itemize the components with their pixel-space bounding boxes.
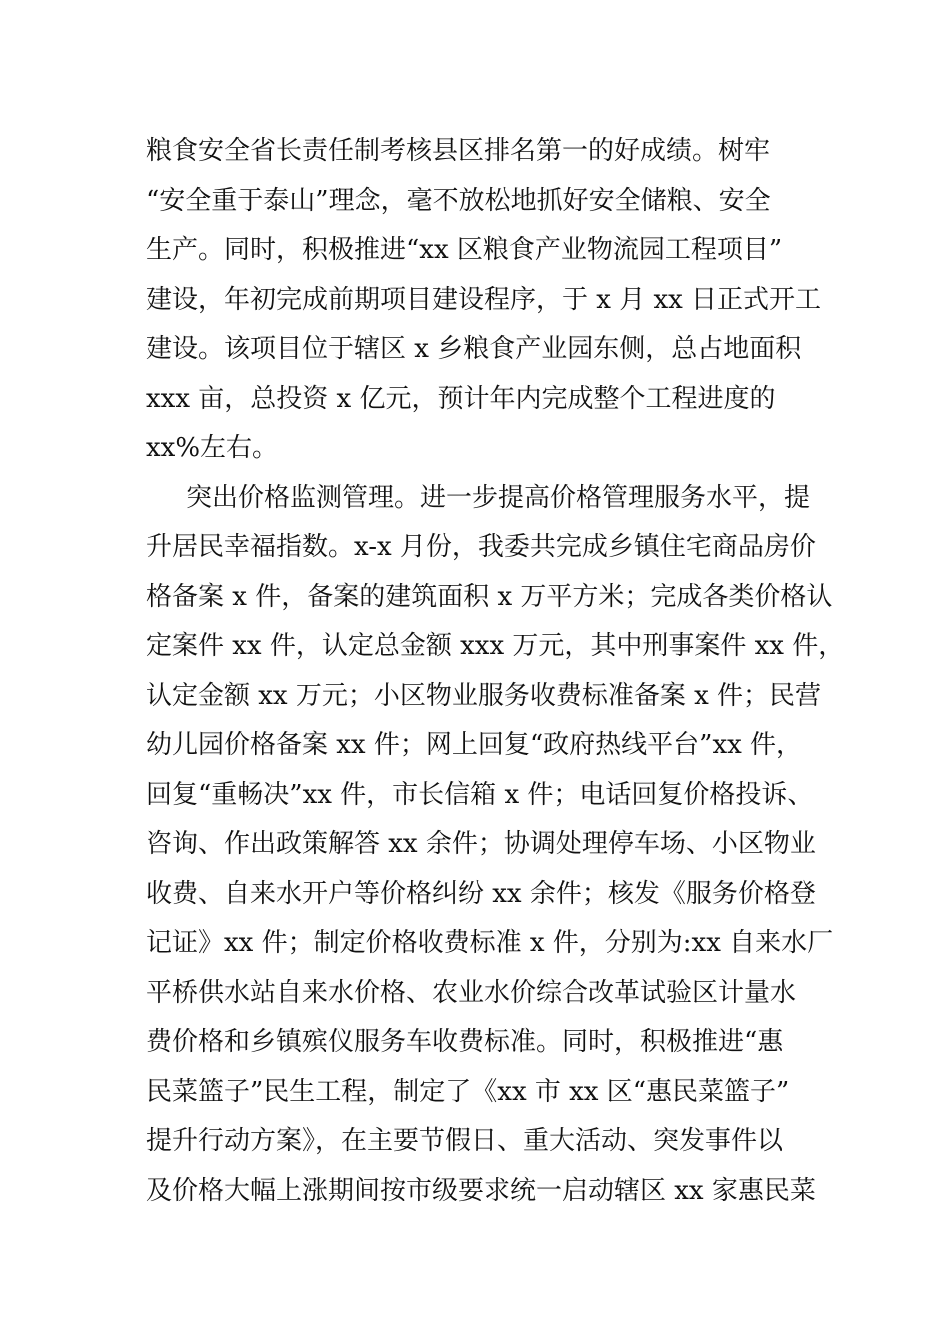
text-line: 收费、自来水开户等价格纠纷 xx 余件；核发《服务价格登 — [146, 878, 816, 909]
paragraph-price-monitoring — [146, 474, 845, 1217]
text-line: 定案件 xx 件，认定总金额 xxx 万元，其中刑事案件 xx 件， — [146, 631, 845, 661]
text-line: “安全重于泰山”理念，毫不放松地抓好安全储粮、安全 — [146, 185, 771, 216]
text-line: 民菜篮子”民生工程，制定了《xx 市 xx 区“惠民菜篮子” — [146, 1076, 790, 1107]
text-line: 建设，年初完成前期项目建设程序，于 x 月 xx 日正式开工 — [146, 284, 822, 315]
text-line: 及价格大幅上涨期间按市级要求统一启动辖区 xx 家惠民菜 — [146, 1175, 816, 1206]
text-line: 平桥供水站自来水价格、农业水价综合改革试验区计量水 — [146, 977, 797, 1008]
text-line: 升居民幸福指数。x-x 月份，我委共完成乡镇住宅商品房价 — [146, 532, 816, 562]
text-line: 幼儿园价格备案 xx 件；网上回复“政府热线平台”xx 件， — [146, 730, 803, 760]
text-line: 建设。该项目位于辖区 x 乡粮食产业园东侧，总占地面积 — [146, 334, 802, 364]
text-line: xx%左右。 — [146, 433, 279, 463]
text-line: xxx 亩，总投资 x 亿元，预计年内完成整个工程进度的 — [146, 383, 776, 414]
text-line: 费价格和乡镇殡仪服务车收费标准。同时，积极推进“惠 — [146, 1027, 784, 1057]
text-line: 认定金额 xx 万元；小区物业服务收费标准备案 x 件；民营 — [146, 680, 822, 711]
paragraph-grain-safety — [146, 127, 822, 474]
text-line: 记证》xx 件；制定价格收费标准 x 件，分别为:xx 自来水厂 — [146, 928, 834, 958]
text-line: 咨询、作出政策解答 xx 余件；协调处理停车场、小区物业 — [146, 829, 816, 859]
text-line: 生产。同时，积极推进“xx 区粮食产业物流园工程项目” — [146, 235, 783, 265]
text-line: 格备案 x 件，备案的建筑面积 x 万平方米；完成各类价格认 — [146, 581, 833, 612]
document-body — [146, 127, 845, 1216]
text-line: 提升行动方案》，在主要节假日、重大活动、突发事件以 — [146, 1126, 784, 1156]
text-line: 粮食安全省长责任制考核县区排名第一的好成绩。树牢 — [146, 136, 771, 166]
text-line: 突出价格监测管理。进一步提高价格管理服务水平，提 — [186, 482, 811, 513]
text-line: 回复“重畅决”xx 件，市长信箱 x 件；电话回复价格投诉、 — [146, 779, 814, 810]
